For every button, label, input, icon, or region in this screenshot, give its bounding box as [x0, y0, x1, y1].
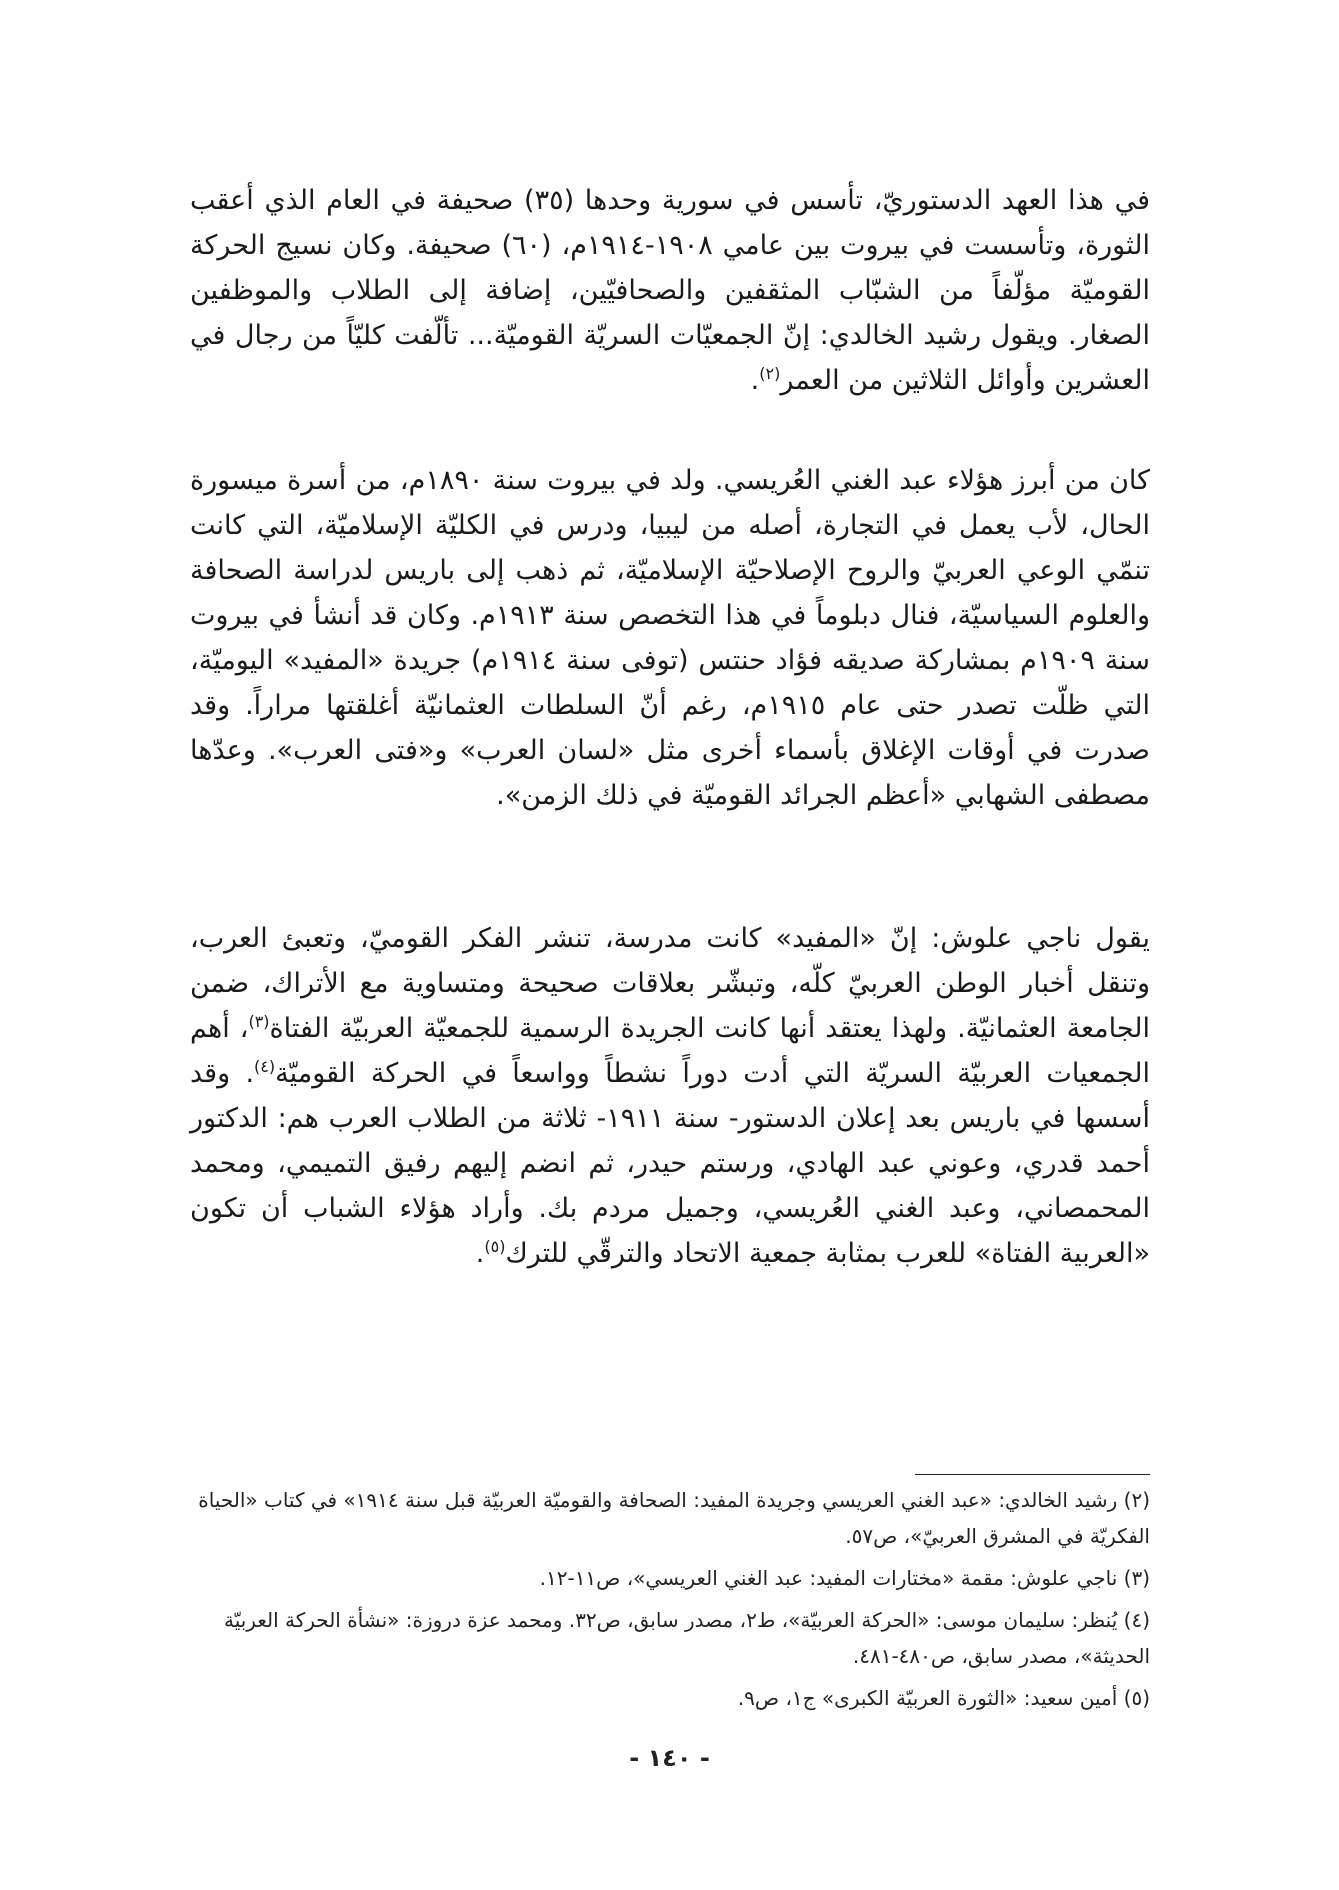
paragraph-2-text: كان من أبرز هؤلاء عبد الغني العُريسي. ولد في بيروت سنة ١٨٩٠م، من أسرة ميسورة الحال، لأب يعمل في التجارة، أصله من ليبيا، ودرس في الكليّة الإسلاميّة، التي كانت تنمّي الوعي العربيّ والروح الإصلاحيّة الإسلاميّة، ثم ذهب إلى باريس لدراسة الصحافة والعلوم السياسيّة، فنال دبلوماً في هذا التخصص سنة ١٩١٣م. وكان قد أنشأ في بيروت سنة ١٩٠٩م بمشاركة صديقه فؤاد حنتس (توفى سنة ١٩١٤م) جريدة «المفيد» اليوميّة، التي ظلّت تصدر حتى عام ١٩١٥م، رغم أنّ السلطات العثمانيّة أغلقتها مراراً. وقد صدرت في أوقات الإغلاق بأسماء أخرى مثل «لسان العرب» و«فتى العرب». وعدّها مصطفى الشهابي «أعظم الجرائد القوميّة في ذلك الزمن».: [190, 465, 1150, 811]
footnote-ref-2[interactable]: (٢): [759, 364, 781, 383]
paragraph-2: [190, 458, 1150, 818]
footnote-ref-3[interactable]: (٣): [248, 1012, 270, 1031]
paragraph-3-part-2: ، أهم الجمعيات العربيّة السريّة التي أدت دوراً نشطاً وواسعاً في الحركة القوميّة: [190, 1013, 1150, 1089]
paragraph-3-part-3: . وقد أسسها في باريس بعد إعلان الدستور- سنة ١٩١١- ثلاثة من الطلاب العرب هم: الدكتور أحمد قدري، وعوني عبد الهادي، ورستم حيدر، ثم انضم إليهم رفيق التميمي، ومحمد المحمصاني، وعبد الغني العُريسي، وجميل مردم بك. وأراد هؤلاء الشباب أن تكون «العربية الفتاة» للعرب بمثابة جمعية الاتحاد والترقّي للترك: [190, 1058, 1150, 1269]
paragraph-3-part-1: يقول ناجي علوش: إنّ «المفيد» كانت مدرسة، تنشر الفكر القوميّ، وتعبئ العرب، وتنقل أخبار الوطن العربيّ كلّه، وتبشّر بعلاقات صحيحة ومتساوية مع الأتراك، ضمن الجامعة العثمانيّة. ولهذا يعتقد أنها كانت الجريدة الرسمية للجمعيّة العربيّة الفتاة: [190, 923, 1150, 1044]
footnote-4: (٤) يُنظر: سليمان موسى: «الحركة العربيّة»، ط٢، مصدر سابق، ص٣٢. ومحمد عزة دروزة: «نشأة الحركة العربيّة الحديثة»، مصدر سابق، ص٤٨٠-٤٨١.: [223, 1608, 1150, 1668]
footnote-divider: [915, 1474, 1150, 1475]
paragraph-3-tail: .: [475, 1238, 485, 1269]
paragraph-1-tail: .: [750, 365, 760, 396]
footnote-ref-4[interactable]: (٤): [254, 1057, 276, 1076]
page-number: - ١٤٠ -: [629, 1744, 710, 1772]
footnotes-section: [190, 1482, 1150, 1722]
paragraph-1: [190, 178, 1150, 403]
paragraph-3: [190, 916, 1150, 1276]
footnote-2: (٢) رشيد الخالدي: «عبد الغني العريسي وجريدة المفيد: الصحافة والقوميّة العربيّة قبل سنة ١٩١٤» في كتاب «الحياة الفكريّة في المشرق العربيّ»، ص٥٧.: [198, 1488, 1150, 1548]
footnote-ref-5[interactable]: (٥): [484, 1237, 506, 1256]
footnote-3: (٣) ناجي علوش: مقمة «مختارات المفيد: عبد الغني العريسي»، ص١١-١٢.: [539, 1566, 1150, 1590]
footnote-5: (٥) أمين سعيد: «الثورة العربيّة الكبرى» ج١، ص٩.: [737, 1686, 1150, 1710]
paragraph-1-text: في هذا العهد الدستوريّ، تأسس في سورية وحدها (٣٥) صحيفة في العام الذي أعقب الثورة، وتأسست في بيروت بين عامي ١٩٠٨-١٩١٤م، (٦٠) صحيفة. وكان نسيج الحركة القوميّة مؤلّفاً من الشبّاب المثقفين والصحافيّين، إضافة إلى الطلاب والموظفين الصغار. ويقول رشيد الخالدي: إنّ الجمعيّات السريّة القوميّة... تألّفت كليّاً من رجال في العشرين وأوائل الثلاثين من العمر: [190, 185, 1151, 396]
